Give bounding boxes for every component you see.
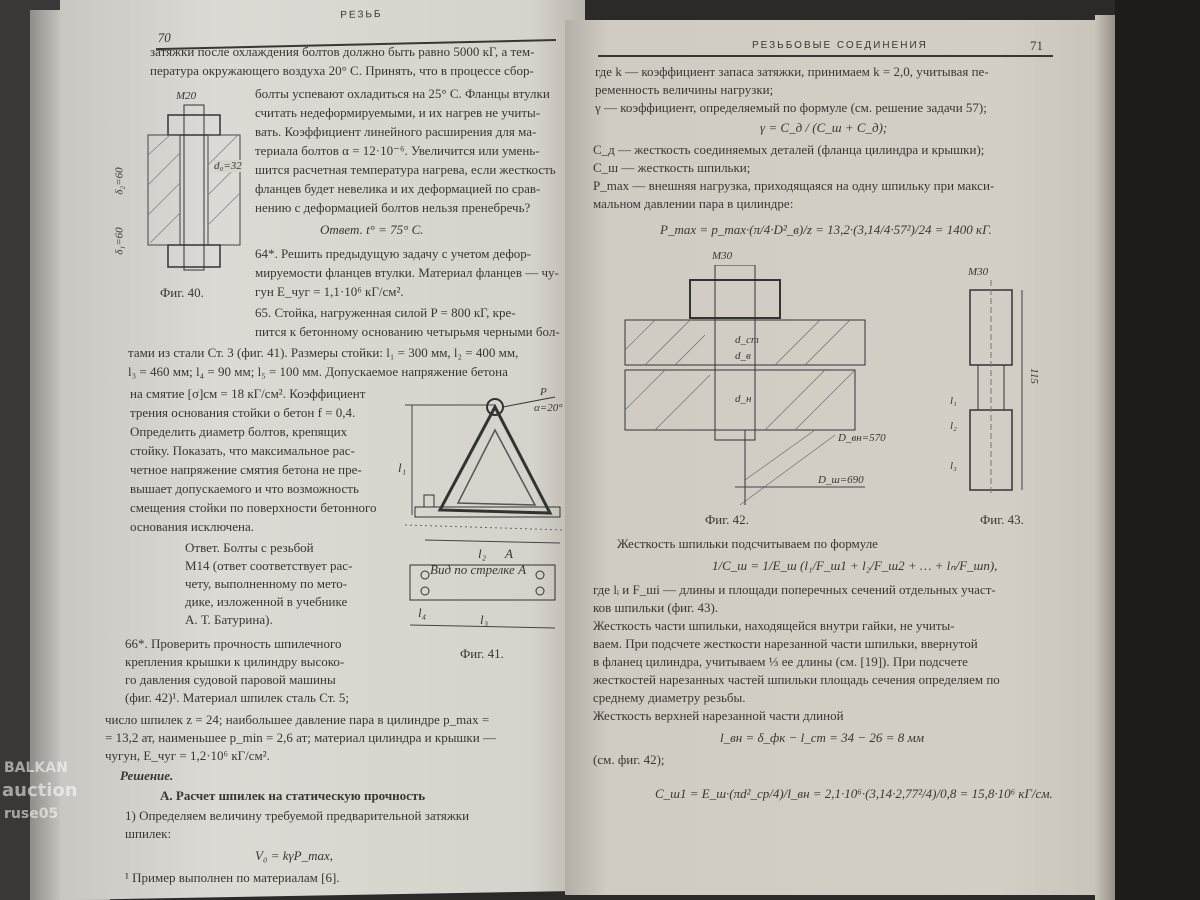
fig41-label-l1: l₁ — [398, 460, 407, 475]
text-line: C_ш — жесткость шпильки; — [593, 160, 751, 175]
text-line: среднему диаметру резьбы. — [593, 690, 746, 705]
fig41-label-p: P — [540, 386, 547, 398]
text-line: считать недеформируемыми, и их нагрев не учиты- — [255, 105, 541, 120]
text-line: териала болтов α = 12·10⁻⁶. Увеличится или умень- — [255, 143, 540, 158]
fig43-caption: Фиг. 43. — [980, 512, 1024, 527]
running-header: РЕЗЬБОВЫЕ СОЕДИНЕНИЯ — [752, 40, 928, 51]
text-line: 64*. Решить предыдущую задачу с учетом дефор- — [255, 246, 532, 261]
text-line: 65. Стойка, нагруженная силой P = 800 кГ, кре- — [255, 305, 516, 320]
fig41-label-l3: l₃ — [480, 612, 489, 627]
formula-c-sh1: C_ш1 = E_ш·(πd²_ср/4)/l_вн = 2,1·10⁶·(3,14·2,77²/4)/0,8 = 15,8·10⁶ кГ/см. — [655, 786, 1053, 801]
footnote: ¹ Пример выполнен по материалам [6]. — [125, 870, 340, 885]
fig43-label-m30: M30 — [968, 266, 989, 278]
text-line: гун E_чуг = 1,1·10⁶ кГ/см². — [255, 284, 404, 299]
text-line: (фиг. 42)¹. Материал шпилек сталь Ст. 5; — [125, 690, 350, 705]
page-edges-right — [1095, 15, 1117, 900]
formula-c-sh: 1/C_ш = 1/E_ш (l₁/F_ш1 + l₂/F_ш2 + … + lₙ/F_шn), — [712, 558, 998, 573]
text-line: смещения стойки по поверхности бетонного — [130, 500, 377, 515]
text-line: где k — коэффициент запаса затяжки, принимаем k = 2,0, учитывая пе- — [595, 64, 989, 79]
formula-l-vn: l_вн = δ_фк − l_ст = 34 − 26 = 8 мм — [720, 730, 925, 745]
text-line: нению с деформацией болтов нельзя пренебречь? — [255, 200, 531, 215]
watermark-auction: auction — [2, 780, 78, 801]
fig41-label-alpha: α=20° — [534, 402, 563, 414]
fig41-label-l4: l₄ — [418, 605, 427, 620]
fig41-label-a: A — [505, 546, 513, 561]
fig40-label-d0: d₀=32 — [214, 160, 242, 172]
watermark-balkan: BALKAN — [4, 760, 68, 776]
text-line: ваем. При подсчете жесткости нарезанной части шпильки, ввернутой — [593, 636, 978, 651]
text-line: вать. Коэффициент линейного расширения для ма- — [255, 124, 537, 139]
text-line: Определить диаметр болтов, крепящих — [130, 424, 348, 439]
text-line: го давления судовой паровой машины — [125, 672, 336, 687]
formula-v0: V₀ = kγP_max, — [255, 848, 333, 863]
fig43-label-l3: l₃ — [950, 460, 957, 472]
text-line: в фланец цилиндра, учитываем ⅓ ее длины (см. [19]). При подсчете — [593, 654, 968, 669]
text-line: Жесткость верхней нарезанной части длиной — [593, 708, 844, 723]
fig42-label-dsh: D_ш=690 — [818, 474, 864, 486]
text-line: М14 (ответ соответствует рас- — [185, 558, 353, 573]
fig42-label-dn: d_н — [735, 393, 752, 405]
text-line: 66*. Проверить прочность шпилечного — [125, 636, 342, 651]
text-line: шится расчетная температура нагрева, если жесткость — [255, 162, 556, 177]
text-line: на смятие [σ]см = 18 кГ/см². Коэффициент — [130, 386, 366, 401]
text-line: число шпилек z = 24; наибольшее давление пара в цилиндре p_max = — [105, 712, 490, 727]
text-line: Жесткость части шпильки, находящейся внутри гайки, не учиты- — [593, 618, 955, 633]
answer-63-text: Ответ. t° = 75° C. — [320, 222, 424, 237]
solution-label: Решение. — [120, 768, 174, 783]
text-line: затяжки после охлаждения болтов должно быть равно 5000 кГ, а тем- — [150, 44, 535, 59]
fig40-label-delta2: δ₂=60 — [113, 167, 126, 195]
fig40-label-delta1: δ₁=60 — [113, 227, 126, 255]
fig41-view-label: Вид по стрелке А — [430, 562, 527, 577]
text-line: шпилек: — [125, 826, 172, 841]
text-line: мальном давлении пара в цилиндре: — [593, 196, 794, 211]
text-line: мируемости фланцев втулки. Материал фланцев — чу- — [255, 265, 559, 280]
text-line: Жесткость шпильки подсчитываем по формуле — [617, 536, 878, 551]
text-line: γ — коэффициент, определяемый по формуле (см. решение задачи 57); — [595, 100, 987, 115]
text-line: тами из стали Ст. 3 (фиг. 41). Размеры стойки: l₁ = 300 мм, l₂ = 400 мм, — [128, 345, 519, 360]
text-line: дике, изложенной в учебнике — [185, 594, 348, 609]
text-line: ременность величины нагрузки; — [595, 82, 774, 97]
text-line: l₃ = 460 мм; l₄ = 90 мм; l₅ = 100 мм. Допускаемое напряжение бетона — [128, 364, 508, 379]
text-line: фланцев будет невелика и их деформацией по срав- — [255, 181, 541, 196]
text-line: болты успевают охладиться на 25° С. Фланцы втулки — [255, 86, 550, 101]
text-line: основания исключена. — [130, 519, 254, 534]
fig42-caption: Фиг. 42. — [705, 512, 749, 527]
formula-pmax: P_max = p_max·(π/4·D²_в)/z = 13,2·(3,14/4·57²)/24 = 1400 кГ. — [660, 222, 992, 237]
fig42-label-dv: d_в — [735, 350, 751, 362]
formula-gamma: γ = C_д / (C_ш + C_д); — [760, 120, 888, 135]
fig42-label-dst: d_ст — [735, 334, 759, 346]
text-line: стойку. Показать, что максимальное рас- — [130, 443, 355, 458]
text-line: пится к бетонному основанию четырьмя черными бол- — [255, 324, 560, 339]
text-line: крепления крышки к цилиндру высоко- — [125, 654, 345, 669]
section-heading: А. Расчет шпилек на статическую прочность — [160, 788, 426, 803]
running-header: РЕЗЬБ — [340, 8, 383, 21]
text-line: чугун, E_чуг = 1,2·10⁶ кГ/см². — [105, 748, 270, 763]
page-number: 71 — [1030, 38, 1043, 53]
fig41-label-l2: l₂ — [478, 546, 487, 561]
text-line: Ответ. Болты с резьбой — [185, 540, 314, 555]
text-line: где lᵢ и F_шi — длины и площади поперечных сечений отдельных участ- — [593, 582, 996, 597]
text-line: чету, выполненному по мето- — [185, 576, 348, 591]
fig41-stand-drawing — [400, 385, 570, 640]
watermark-ruse05: ruse05 — [4, 806, 59, 822]
text-line: 1) Определяем величину требуемой предварительной затяжки — [125, 808, 470, 823]
fig40-caption: Фиг. 40. — [160, 285, 204, 300]
fig42-label-dvn: D_вн=570 — [838, 432, 886, 444]
fig43-label-l2: l₂ — [950, 420, 957, 432]
text-line: жесткостей нарезанных частей шпильки площадь сечения определяем по — [593, 672, 1000, 687]
ref-fig42: (см. фиг. 42); — [593, 752, 665, 767]
fig41-caption: Фиг. 41. — [460, 646, 504, 661]
fig42-label-m30: M30 — [712, 250, 733, 262]
text-line: трения основания стойки о бетон f = 0,4. — [130, 405, 356, 420]
fig43-label-l1: l₁ — [950, 395, 957, 407]
book-cover-right — [1115, 0, 1200, 900]
text-line: А. Т. Батурина). — [185, 612, 273, 627]
page-number: 70 — [157, 29, 171, 46]
fig43-label-115: 115 — [1027, 368, 1040, 384]
fig40-label-m20: M20 — [176, 90, 197, 102]
text-line: четное напряжение смятия бетона не пре- — [130, 462, 362, 477]
text-line: вышает допускаемого и что возможность — [130, 481, 359, 496]
text-line: C_д — жесткость соединяемых деталей (фланца цилиндра и крышки); — [593, 142, 985, 157]
text-line: пература окружающего воздуха 20° С. Принять, что в процессе сбор- — [150, 63, 534, 78]
text-line: = 13,2 ат, наименьшее p_min = 2,6 ат; материал цилиндра и крышки — — [105, 730, 496, 745]
fig40-bolt-drawing — [140, 95, 250, 280]
text-line: P_max — внешняя нагрузка, приходящаяся на одну шпильку при макси- — [593, 178, 995, 193]
text-line: ков шпильки (фиг. 43). — [593, 600, 719, 615]
